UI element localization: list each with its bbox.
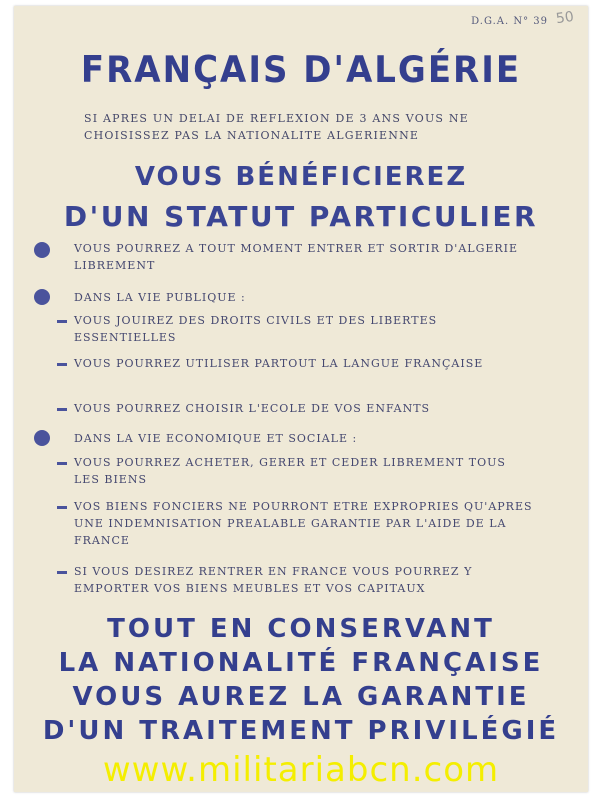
list-item-land-expropriation: VOS BIENS FONCIERS NE POURRONT ETRE EXPROPRIES QU'APRES UNE INDEMNISATION PREALABLE GARANTIE PAR L'AIDE DE LA FRANCE xyxy=(74,500,533,547)
dash-icon xyxy=(57,571,67,574)
section-economic-social-life: DANS LA VIE ECONOMIQUE ET SOCIALE : xyxy=(74,432,358,445)
conclusion-line-4: D'UN TRAITEMENT PRIVILÉGIÉ xyxy=(42,716,560,746)
pencil-note: 50 xyxy=(555,8,576,28)
section-public-life: DANS LA VIE PUBLIQUE : xyxy=(74,291,246,304)
heading-line-1: VOUS BÉNÉFICIEREZ xyxy=(134,162,468,192)
bullet-icon xyxy=(34,430,50,446)
bullet-icon xyxy=(34,242,50,258)
dash-icon xyxy=(57,462,67,465)
watermark: www.militariabcn.com xyxy=(102,750,500,790)
list-item-free-movement: VOUS POURREZ A TOUT MOMENT ENTRER ET SORTIR D'ALGERIE LIBREMENT xyxy=(74,242,519,272)
conclusion-line-1: TOUT EN CONSERVANT xyxy=(107,614,495,644)
page-title: FRANÇAIS D'ALGÉRIE xyxy=(80,48,522,92)
conclusion-line-2: LA NATIONALITÉ FRANÇAISE xyxy=(58,648,544,678)
list-item-property-rights: VOUS POURREZ ACHETER, GERER ET CEDER LIBREMENT TOUS LES BIENS xyxy=(74,456,506,486)
list-item-civil-rights: VOUS JOUIREZ DES DROITS CIVILS ET DES LIBERTES ESSENTIELLES xyxy=(74,314,438,344)
dash-icon xyxy=(57,320,67,323)
heading-line-2: D'UN STATUT PARTICULIER xyxy=(63,200,539,233)
conclusion-line-3: VOUS AUREZ LA GARANTIE xyxy=(72,682,530,712)
reference-number: D.G.A. N° 39 xyxy=(471,16,548,27)
dash-icon xyxy=(57,363,67,366)
dash-icon xyxy=(57,408,67,411)
subtitle: SI APRES UN DELAI DE REFLEXION DE 3 ANS VOUS NE CHOISISSEZ PAS LA NATIONALITE ALGERIENNE xyxy=(84,112,469,142)
bullet-icon xyxy=(34,289,50,305)
list-item-school-choice: VOUS POURREZ CHOISIR L'ECOLE DE VOS ENFANTS xyxy=(74,402,431,415)
list-item-return-to-france: SI VOUS DESIREZ RENTRER EN FRANCE VOUS POURREZ Y EMPORTER VOS BIENS MEUBLES ET VOS CAPITAUX xyxy=(74,565,473,595)
dash-icon xyxy=(57,506,67,509)
list-item-french-language: VOUS POURREZ UTILISER PARTOUT LA LANGUE FRANÇAISE xyxy=(74,357,484,370)
leaflet-page xyxy=(14,6,588,792)
